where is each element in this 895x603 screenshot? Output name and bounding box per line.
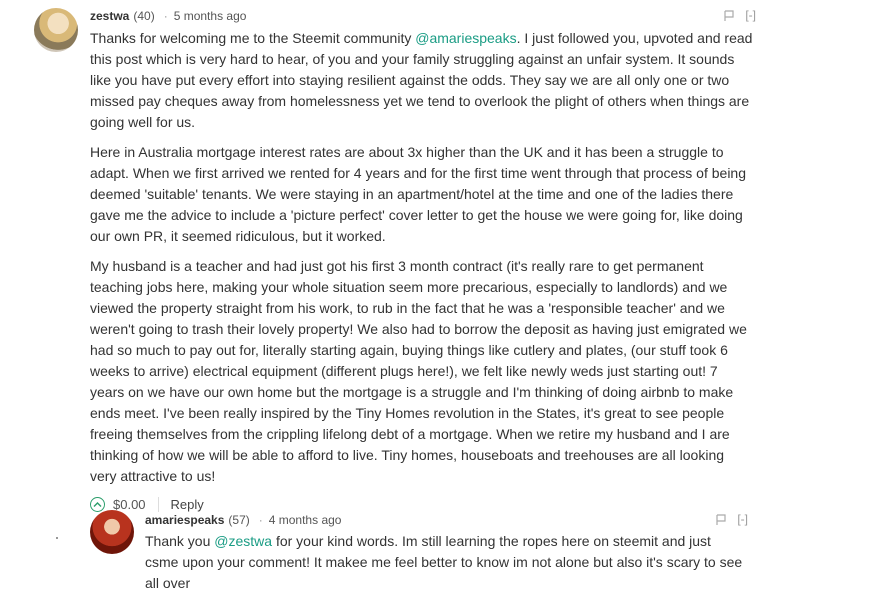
collapse-toggle[interactable]: [-] <box>745 8 756 22</box>
reputation-badge: (40) <box>133 9 155 23</box>
comment-body <box>145 510 748 603</box>
divider-dot <box>56 537 58 539</box>
meta-separator: · <box>258 513 263 527</box>
upvote-chevron-icon[interactable] <box>90 497 105 512</box>
paragraph: My husband is a teacher and had just got his first 3 month contract (it's really rare to get permanent teaching jobs here, making your whole situation seem more precarious, especially to landlords) and we viewed the property straight from his work, to rub in the fact that he was a 'responsible teacher' and we weren't going to trash their lovely property! We also had to borrow the deposit as having just emigrated we had so much to pay out for, literally starting again, buying things like cutlery and plates, (our stuff took 6 weeks to arrive) electrical equipment (different plugs here!), we felt like newly weds just starting out! 7 years on we have our own home but the mortgage is a struggle and I'm thinking of doing airbnb to make ends meet. I've been really inspired by the Tiny Homes revolution in the States, it's great to see people freeing themselves from the crippling lifelong debt of a mortgage. When we retire my husband and I are thinking of how we will be able to afford to live. Tiny homes, houseboats and treehouses are all looking very attractive to us! <box>90 258 747 484</box>
paragraph: Thanks for welcoming me to the Steemit community @amariespeaks. I just followed you, upvoted and read this post which is very hard to hear, of you and your family struggling against an unfair system. It sounds like you have put every effort into staying resilient against the odds. They say we are all only one or two missed pay cheques away from homelessness yet we tend to overlook the plight of others when things are going well for us. <box>90 30 753 130</box>
author-link[interactable]: zestwa <box>90 9 130 23</box>
reply-button[interactable]: Reply <box>170 496 204 512</box>
mention-link[interactable]: @zestwa <box>214 533 273 549</box>
payout-value[interactable]: $0.00 <box>113 497 159 512</box>
comment-meta <box>90 6 754 26</box>
reputation-badge: (57) <box>228 513 250 527</box>
comment-text <box>90 28 754 487</box>
comment-actions <box>715 512 748 526</box>
paragraph: Thank you @zestwa for your kind words. Im still learning the ropes here on steemit and just csme upon your comment! It makee me feel better to know im not alone but also it's scary to see all over <box>145 533 743 591</box>
flag-icon[interactable] <box>715 513 727 525</box>
collapse-toggle[interactable]: [-] <box>737 512 748 526</box>
comment-meta <box>145 510 748 530</box>
paragraph: Here in Australia mortgage interest rates are about 3x higher than the UK and it has been a struggle to adapt. When we first arrived we rented for 4 years and for the first time went through that process of being deemed 'suitable' tenants. We were staying in an apartment/hotel at the time and one of the ladies there gave me the advice to include a 'picture perfect' cover letter to get the house we were going for, like doing our own PR, it seemed ridiculous, but it worked. <box>90 144 746 244</box>
meta-separator: · <box>163 9 168 23</box>
avatar[interactable] <box>90 510 134 554</box>
author-link[interactable]: amariespeaks <box>145 513 225 527</box>
timestamp-link[interactable]: 5 months ago <box>173 9 247 23</box>
comment-actions <box>723 8 756 22</box>
mention-link[interactable]: @amariespeaks <box>415 30 517 46</box>
avatar[interactable] <box>34 8 78 52</box>
comment-text <box>145 531 748 594</box>
timestamp-link[interactable]: 4 months ago <box>268 513 342 527</box>
comment-body <box>90 6 754 515</box>
flag-icon[interactable] <box>723 9 735 21</box>
